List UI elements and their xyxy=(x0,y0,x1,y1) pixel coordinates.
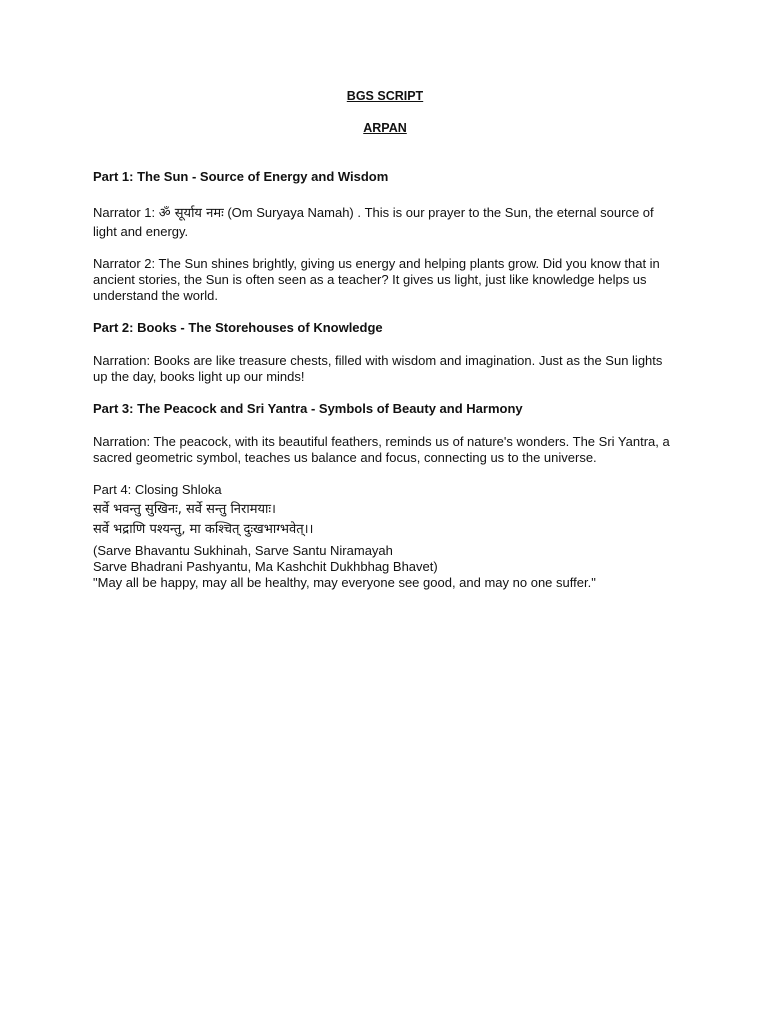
part3-heading: Part 3: The Peacock and Sri Yantra - Symbols of Beauty and Harmony xyxy=(93,401,523,416)
part1-heading: Part 1: The Sun - Source of Energy and Wisdom xyxy=(93,169,389,184)
narrator2-paragraph: Narrator 2: The Sun shines brightly, giving us energy and helping plants grow. Did you know that in ancient stories, the Sun is often seen as a teacher? It gives us light, just like knowledge helps us understand the world. xyxy=(93,256,660,303)
part4-heading: Part 4: Closing Shloka xyxy=(93,482,222,497)
narrator1-text: (Om Suryaya Namah) . This is our prayer to the Sun, the eternal source of light and energy. xyxy=(93,205,654,239)
document-subtitle: ARPAN xyxy=(363,121,407,135)
part2-narration: Narration: Books are like treasure chests, filled with wisdom and imagination. Just as the Sun lights up the day, books light up our minds! xyxy=(93,353,663,384)
transliteration-line-1: (Sarve Bhavantu Sukhinah, Sarve Santu Niramayah xyxy=(93,543,393,558)
narrator1-sanskrit: ॐ सूर्याय नमः xyxy=(158,206,224,221)
transliteration-line-2: Sarve Bhadrani Pashyantu, Ma Kashchit Dukhbhag Bhavet) xyxy=(93,559,438,574)
shloka-line-2: सर्वे भद्राणि पश्यन्तु, मा कश्चित् दुःखभाग्भवेत्।। xyxy=(93,522,314,537)
closing-section xyxy=(93,482,677,591)
part2-heading: Part 2: Books - The Storehouses of Knowledge xyxy=(93,320,383,335)
part3-narration: Narration: The peacock, with its beautiful feathers, reminds us of nature's wonders. The Sri Yantra, a sacred geometric symbol, teaches us balance and focus, connecting us to the universe. xyxy=(93,434,670,465)
document-page xyxy=(93,86,677,591)
document-title: BGS SCRIPT xyxy=(346,89,424,103)
narrator1-paragraph xyxy=(93,204,677,241)
shloka-line-1: सर्वे भवन्तु सुखिनः, सर्वे सन्तु निरामयाः। xyxy=(93,502,276,517)
narrator1-label: Narrator 1: xyxy=(93,205,159,220)
translation: "May all be happy, may all be healthy, may everyone see good, and may no one suffer." xyxy=(93,575,596,590)
